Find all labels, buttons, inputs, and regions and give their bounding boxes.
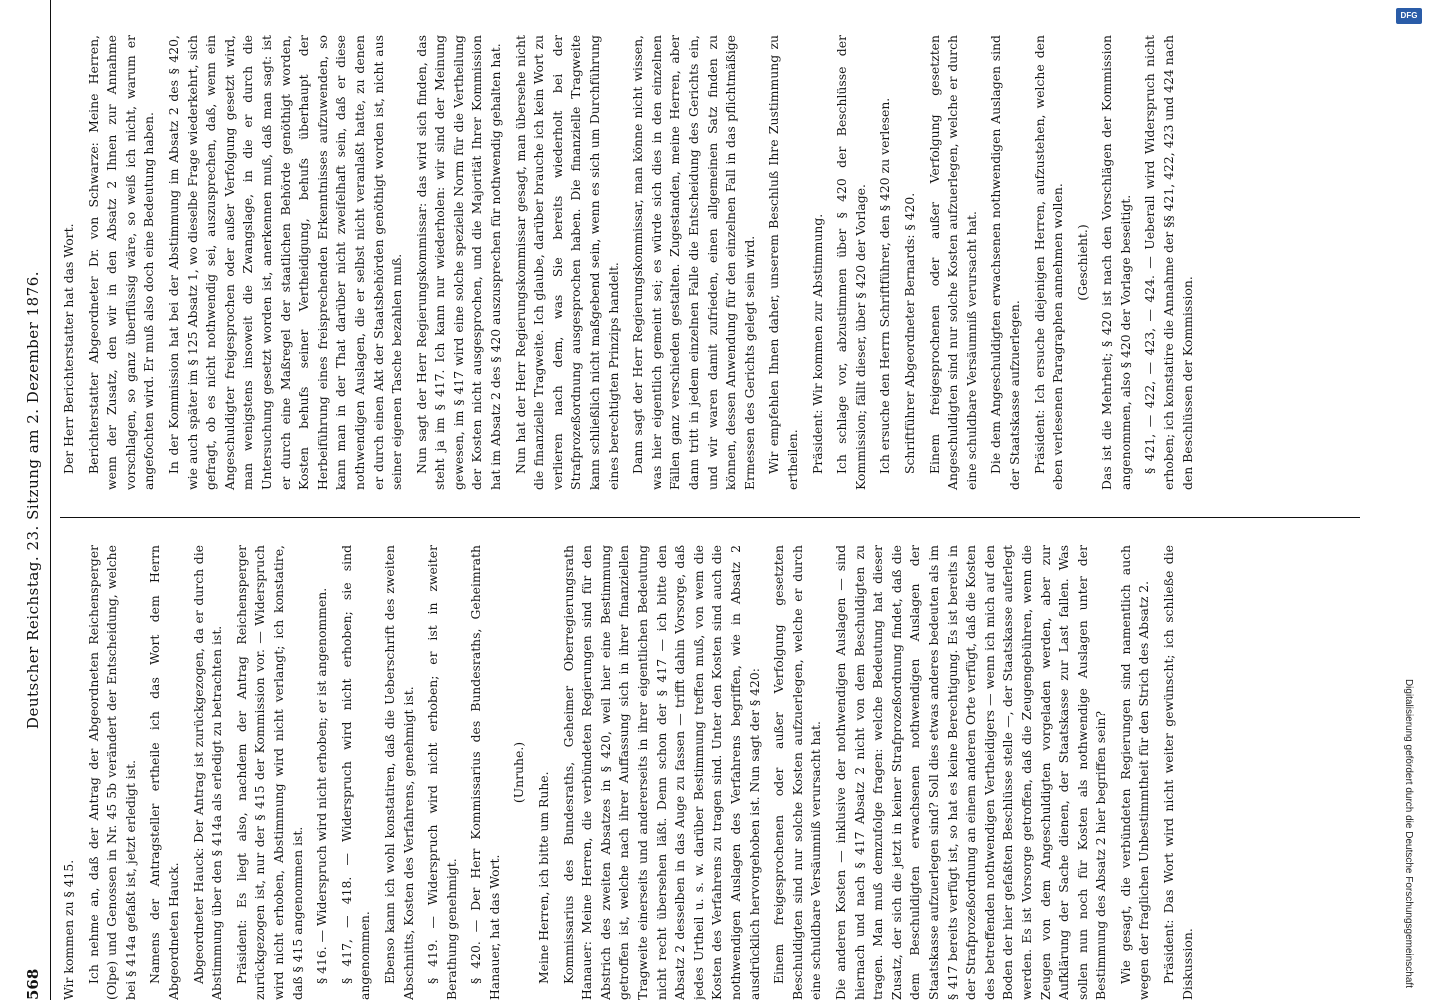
paragraph: Dann sagt der Herr Regierungskommissar, man könne nicht wissen, was hier eigentlich gemeint sei; es würde sich dies in den einzelnen Fällen ganz verschieden gestalten. Zugestanden, meine Herren, aber dann tritt in jedem einzelnen Falle die Entscheidung des Gerichts ein, und wir waren damit zufrieden, einen allgemeinen Satz finden zu können, dessen Anwendung für den einzelnen Fall in das pflichtmäßige Ermessen des Gerichts gelegt sein wird.: [630, 35, 757, 490]
paragraph: Die anderen Kosten — inklusive der nothwendigen Auslagen — sind hiernach und nach § 417 Absatz 2 nicht von dem Beschuldigten zu tragen. Man muß demzufolge fragen: welche Bedeutung hat dieser Zusatz, der sich die jetzt in keiner Strafprozeßordnung findet, daß die dem Beschuldigten erwachsenen nothwendigen Auslagen der Staatskasse aufzuerlegen sind? Soll dies etwas anderes bedeuten als im § 417 bereits verfügt ist, so hat es keine Berechtigung. Es ist bereits in der Strafprozeßordnung an einem anderen Orte verfügt, daß die Kosten des betreffenden nothwendigen Vertheidigers — wenn ich mich auf den Boden der hier gefaßten Beschlüsse stelle —, der Staatskasse auferlegt werden. Es ist Vorsorge getroffen, daß die Zeugengebühren, wenn die Zeugen von dem Angeschuldigten vorgeladen werden, aber zur Aufklärung der Sache dienen, der Staatskasse zur Last fallen. Was sollen nun noch für Kosten als nothwendige Auslagen unter der Bestimmung des Absatz 2 hier begriffen sein?: [832, 545, 1109, 1000]
paragraph: Wie gesagt, die verbündeten Regierungen sind namentlich auch wegen der fraglichen Unbestimmtheit für den Strich des Absatz 2.: [1117, 545, 1152, 1000]
paragraph: Präsident: Es liegt also, nachdem der Antrag Reichensperger zurückgezogen ist, nur der § 415 der Kommission vor. — Widerspruch wird nicht erhoben, Abstimmung wird nicht verlangt; ich konstatire, daß § 415 angenommen ist.: [233, 545, 305, 1000]
paragraph: Meine Herren, ich bitte um Ruhe.: [536, 771, 552, 984]
paragraph: Ich schlage vor, abzustimmen über § 420 der Beschlüsse der Kommission; fällt dieser, über § 420 der Vorlage.: [834, 35, 868, 490]
paragraph: § 417, — 418. — Widerspruch wird nicht erhoben; sie sind angenommen.: [338, 545, 373, 1000]
paragraph: § 420. — Der Herr Kommissarius des Bundesraths, Geheimrath Hanauer, hat das Wort.: [468, 545, 502, 1000]
page-number: 568: [24, 968, 42, 1000]
stage-direction: (Unruhe.): [511, 741, 527, 804]
paragraph: Ich nehme an, daß der Antrag der Abgeordneten Reichensperger (Olpe) und Genossen in Nr. 45 5b verändert der Entscheidung, welche bei § 414a gefaßt ist, jetzt erledigt ist.: [85, 545, 138, 1000]
column-divider: [60, 517, 1360, 518]
paragraph: Nun sagt der Herr Regierungskommissar: das wird sich finden, das steht ja im § 417. Ich kann nur wiederholen: wir sind der Meinung gewesen, im § 417 wird eine solche spezielle Norm für die Vertheilung der Kosten nicht ausgesprochen, und die Majorität Ihrer Kommission hat im Absatz 2 des § 420 auszusprechen für nothwendig gehalten hat.: [413, 35, 504, 490]
page-header: [20, 0, 46, 1000]
dfg-sidenote: [1394, 0, 1424, 1000]
paragraph: Wir kommen zu § 415.: [61, 859, 76, 1000]
running-title: Deutscher Reichstag. 23. Sitzung am 2. Dezember 1876.: [24, 270, 42, 730]
paragraph: Schriftführer Abgeordneter Bernards: § 420.: [901, 192, 917, 474]
paragraph: Ebenso kann ich wohl konstatiren, daß die Ueberschrift des zweiten Abschnitts, Kosten des Verfahrens, genehmigt ist.: [381, 545, 416, 1000]
quoted-paragraph: Einem freigesprochenen oder außer Verfolgung gesetzten Beschuldigten sind nur solche Kosten aufzuerlegen, welche er durch eine schuldbare Versäumniß verursacht hat.: [771, 545, 824, 1000]
paragraph: In der Kommission hat bei der Abstimmung im Absatz 2 des § 420, wie auch später im § 125 Absatz 1, wo dieselbe Frage wiederkehrt, sich gefragt, ob es nicht nothwendig sei, auszusprechen, daß, wenn ein Angeschuldigter freigesprochen oder außer Verfolgung gesetzt wird, man wenigstens insoweit die Zwangslage, in die er durch die Untersuchung gesetzt worden ist, anerkennen muß, daß man sagt: ist er durch eine Maßregel der staatlichen Behörde genöthigt worden, Kosten behufs seiner Vertheidigung, behufs überhaupt der Herbeiführung eines freisprechenden Erkenntnisses aufzuwenden, so kann man in der That darüber nicht zweifelhaft sein, daß er diese nothwendigen Auslagen, die er selbst nicht veranlaßt hatte, zu denen er durch einen Akt der Staatsbehörden genöthigt worden ist, nicht aus seiner eigenen Tasche bezahlen muß.: [165, 35, 405, 490]
paragraph: Nun hat der Herr Regierungskommissar gesagt, man übersehe nicht die finanzielle Tragweite. Ich glaube, darüber brauche ich kein Wort zu verlieren nach dem, was Sie bereits wiederholt bei der Strafprozeßordnung ausgesprochen haben. Die finanzielle Tragweite kann schließlich nicht maßgebend sein, wenn es sich um Durchführung eines berechtigten Prinzips handelt.: [512, 35, 621, 490]
paragraph: Präsident: Wir kommen zur Abstimmung.: [809, 213, 825, 474]
quoted-paragraph: Einem freigesprochenen oder außer Verfolgung gesetzten Angeschuldigten sind nur solche Kosten aufzuerlegen, welche er durch eine schuldbare Versäumniß verursacht hat.: [926, 35, 979, 490]
paragraph: Ich ersuche den Herrn Schriftführer, den § 420 zu verlesen.: [877, 97, 893, 474]
paragraph: Der Herr Berichterstatter hat das Wort.: [61, 223, 76, 474]
paragraph: Abgeordneter Hauck: Der Antrag ist zurückgezogen, da er durch die Abstimmung über den § 414a als erledigt zu betrachten ist.: [190, 545, 225, 1000]
dfg-note-text: Digitalisierung gefördert durch die Deutsche Forschungsgemeinschaft: [1403, 678, 1415, 988]
right-column: [60, 35, 1360, 490]
paragraph: Wir empfehlen Ihnen daher, unserem Beschluß Ihre Zustimmung zu ertheilen.: [766, 35, 800, 490]
paragraph: Präsident: Ich ersuche diejenigen Herren, aufzustehen, welche den eben verlesenen Paragraphen annehmen wollen.: [1031, 35, 1066, 490]
dfg-logo-text: DFG: [1400, 11, 1418, 20]
paragraph: Kommissarius des Bundesraths, Geheimer Oberregierungsrath Hanauer: Meine Herren, die verbündeten Regierungen sind für den Abstrich des zweiten Absatzes in § 420, weil hier eine Bestimmung getroffen ist, welche nach ihrer Auffassung sich in ihrer finanziellen Tragweite einerseits und andererseits in ihrer eigentlichen Bedeutung nicht recht übersehen läßt. Denn schon der § 417 — ich bitte den Absatz 2 desselben in das Auge zu fassen — trifft dahin Vorsorge, daß jedes Urtheil u. s. w. darüber Bestimmung treffen muß, von wem die Kosten des Verfahrens zu tragen sind. Unter den Kosten sind auch die nothwendigen Auslagen des Verfahrens begriffen, wie in Absatz 2 ausdrücklich hervorgehoben ist. Nun sagt der § 420:: [560, 545, 762, 1000]
paragraph: Berichterstatter Abgeordneter Dr. von Schwarze: Meine Herren, wenn der Zusatz, den wir in den Absatz 2 Ihnen zur Annahme vorschlagen, so ganz überflüssig wäre, so weiß ich nicht, warum er angefochten wird. Er muß also doch eine Bedeutung haben.: [85, 35, 157, 490]
quoted-paragraph: Die dem Angeschuldigten erwachsenen nothwendigen Auslagen sind der Staatskasse aufzuerlegen.: [988, 35, 1022, 490]
paragraph: § 421, — 422, — 423, — 424. — Ueberall wird Widerspruch nicht erhoben; ich konstatire die Annahme der §§ 421, 422, 423 und 424 nach den Beschlüssen der Kommission.: [1142, 35, 1195, 490]
paragraph: Präsident: Das Wort wird nicht weiter gewünscht; ich schließe die Diskussion.: [1161, 545, 1195, 1000]
header-rule: [50, 0, 51, 1000]
left-column: [60, 545, 1360, 1000]
paragraph: Das ist die Mehrheit; § 420 ist nach den Vorschlägen der Kommission angenommen, also § 420 der Vorlage beseitigt.: [1099, 35, 1133, 490]
paragraph: § 419. — Widerspruch wird nicht erhoben; er ist in zweiter Berathung genehmigt.: [425, 545, 459, 1000]
dfg-logo: [1396, 8, 1422, 24]
stage-direction: (Geschieht.): [1074, 224, 1090, 301]
paragraph: Namens der Antragsteller ertheile ich das Wort dem Herrn Abgeordneten Hauck.: [147, 545, 181, 1000]
paragraph: § 416. — Widerspruch wird nicht erhoben; er ist angenommen.: [314, 587, 330, 984]
